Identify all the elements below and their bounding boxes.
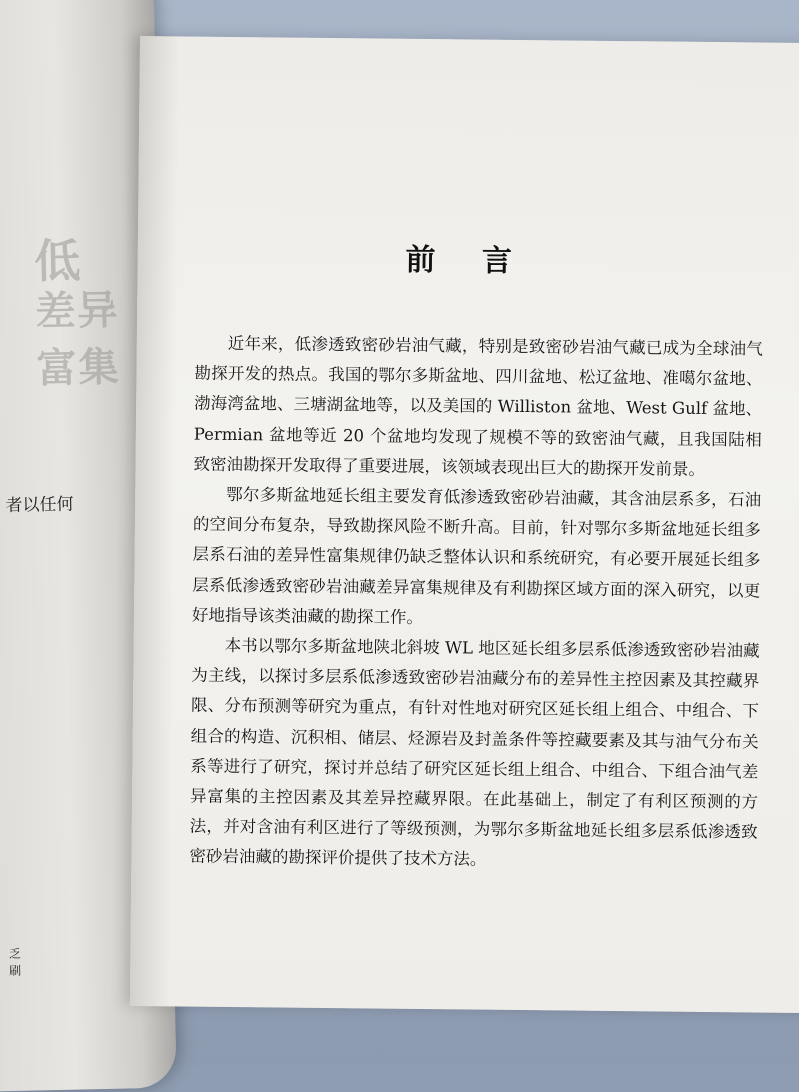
left-page-bottom-mark-1: 乏 bbox=[8, 946, 22, 962]
left-page-ghost-title-2: 差异富集 bbox=[34, 286, 122, 393]
preface-paragraph-1: 近年来，低渗透致密砂岩油气藏，特别是致密砂岩油气藏已成为全球油气勘探开发的热点。我国的鄂尔多斯盆地、四川盆地、松辽盆地、准噶尔盆地、渤海湾盆地、三塘湖盆地等，以及美国的 Williston 盆地、West Gulf 盆地、Permian 盆地等近 20 个盆地均发现了规模不等的致密油气藏，且我国陆相致密油勘探开发取得了重要进展，该领域表现出巨大的勘探开发前景。 bbox=[193, 333, 763, 479]
preface-paragraph-3: 本书以鄂尔多斯盆地陕北斜坡 WL 地区延长组多层系低渗透致密砂岩油藏为主线，以探讨多层系低渗透致密砂岩油藏分布的差异性主控因素及其控藏界限、分布预测等研究为重点，有针对性地对研究区延长组上组合、中组合、下组合的构造、沉积相、储层、烃源岩及封盖条件等控藏要素及其与油气分布关系等进行了研究，探讨并总结了研究区延长组上组合、中组合、下组合油气差异富集的主控因素及其差异控藏界限。在此基础上，制定了有利区预测的方法，并对含油有利区进行了等级预测，为鄂尔多斯盆地延长组多层系低渗透致密砂岩油藏的勘探评价提供了技术方法。 bbox=[189, 635, 760, 870]
right-page bbox=[130, 36, 799, 1013]
left-page-bottom-marks bbox=[9, 946, 22, 980]
preface-paragraph-2: 鄂尔多斯盆地延长组主要发育低渗透致密砂岩油藏，其含油层系多，石油的空间分布复杂，导致勘探风险不断升高。目前，针对鄂尔多斯盆地延长组多层系石油的差异性富集规律仍缺乏整体认识和系统研究，有必要开展延长组多层系低渗透致密砂岩油藏差异富集规律及有利勘探区域方面的深入研究，以更好地指导该类油藏的勘探工作。 bbox=[191, 484, 762, 627]
left-page-ghost-title-1: 低 bbox=[33, 233, 83, 289]
preface-body bbox=[189, 329, 763, 879]
page-title: 前 言 bbox=[405, 242, 531, 280]
left-page-text-snippet: 者以任何 bbox=[5, 494, 74, 516]
left-page-bottom-mark-2: 刷 bbox=[9, 963, 22, 978]
